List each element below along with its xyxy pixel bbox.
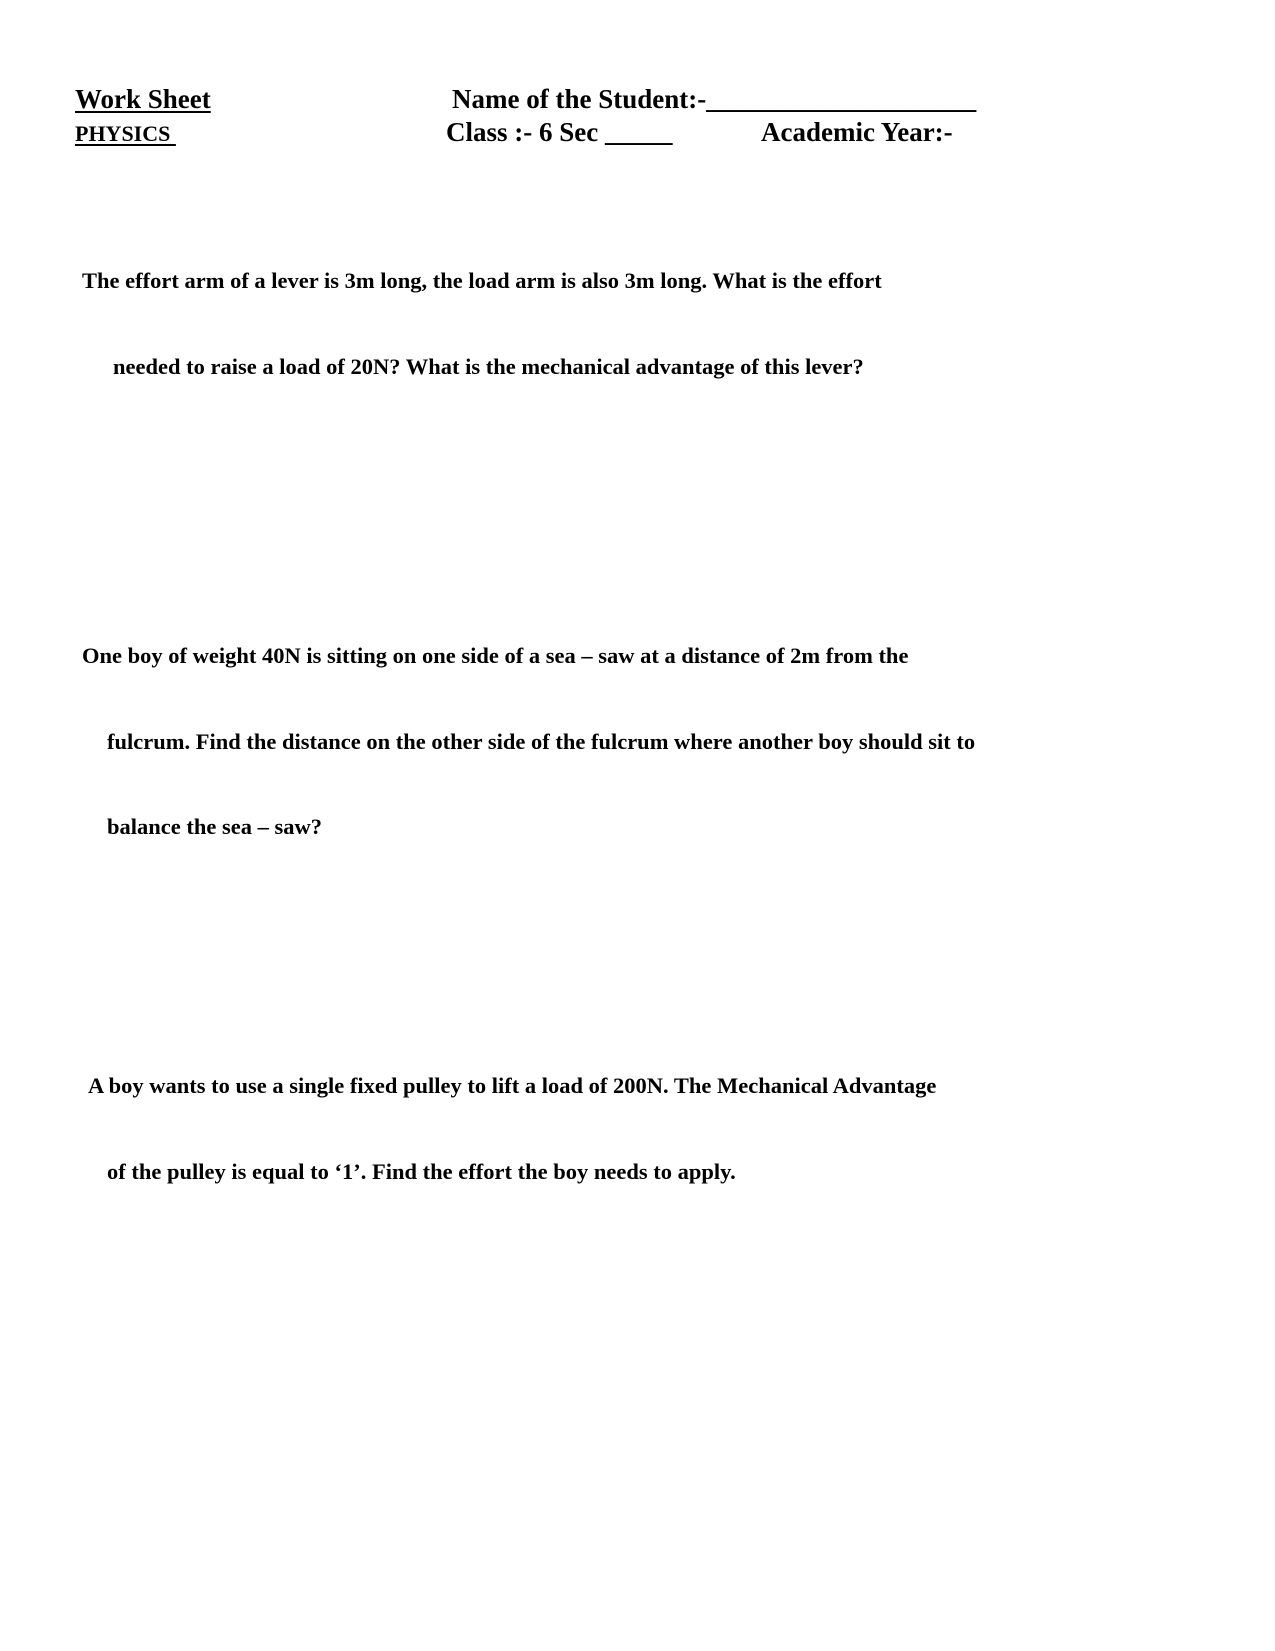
student-name-label: Name of the Student:-	[452, 84, 707, 114]
student-name-blank: ____________________	[706, 84, 977, 114]
question-1-line-1: The effort arm of a lever is 3m long, the load arm is also 3m long. What is the effort	[82, 268, 882, 293]
question-1-line-2: needed to raise a load of 20N? What is the mechanical advantage of this lever?	[113, 353, 864, 379]
section-blank: _____	[604, 117, 673, 147]
question-3-line-2: of the pulley is equal to ‘1’. Find the effort the boy needs to apply.	[107, 1158, 736, 1184]
worksheet-title: Work Sheet	[75, 84, 211, 114]
question-3	[88, 1015, 936, 1215]
question-1	[82, 210, 882, 410]
student-name-row	[452, 84, 976, 115]
question-2-line-3: balance the sea – saw?	[107, 814, 322, 839]
question-2-line-1: One boy of weight 40N is sitting on one side of a sea – saw at a distance of 2m from the	[82, 643, 909, 668]
academic-year-label: Academic Year:-	[761, 117, 953, 147]
class-row	[446, 117, 672, 148]
subject-label: PHYSICS	[75, 121, 176, 146]
class-label: Class :- 6 Sec	[446, 117, 605, 147]
question-2-line-2: fulcrum. Find the distance on the other side of the fulcrum where another boy should sit to	[107, 728, 976, 754]
question-3-line-1: A boy wants to use a single fixed pulley to lift a load of 200N. The Mechanical Advantage	[88, 1073, 937, 1098]
question-2	[82, 585, 975, 870]
